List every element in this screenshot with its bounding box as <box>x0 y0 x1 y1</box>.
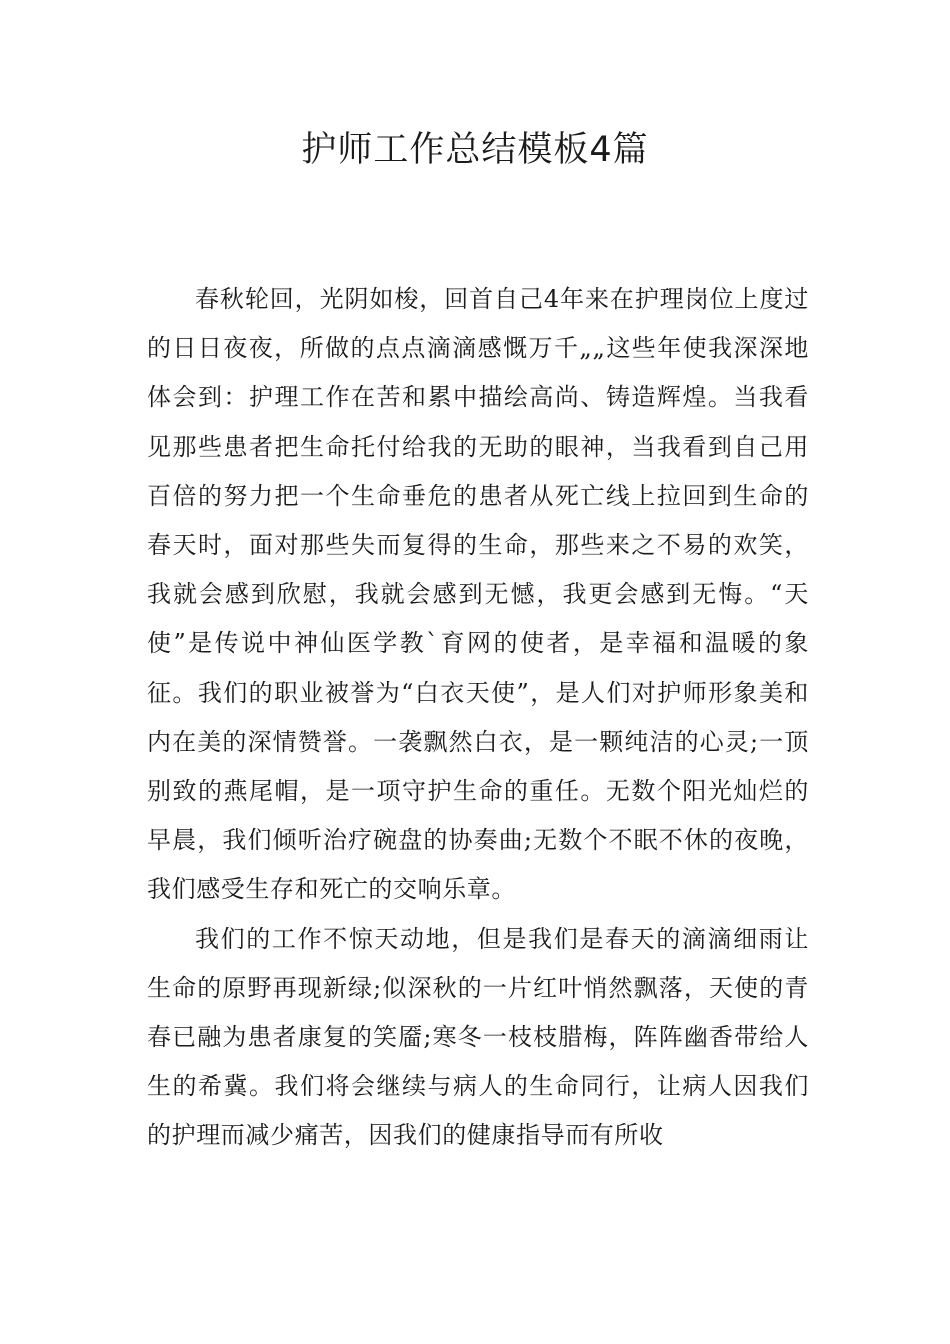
document-title: 护师工作总结模板4篇 <box>301 130 649 170</box>
document-body <box>147 275 809 1161</box>
paragraph-1: 春秋轮回，光阴如梭，回首自己4年来在护理岗位上度过的日日夜夜，所做的点点滴滴感慨万千„„这些年使我深深地体会到：护理工作在苦和累中描绘高尚、铸造辉煌。当我看见那些患者把生命托付给我的无助的眼神，当我看到自己用百倍的努力把一个生命垂危的患者从死亡线上拉回到生命的春天时，面对那些失而复得的生命，那些来之不易的欢笑，我就会感到欣慰，我就会感到无憾，我更会感到无悔。“天使”是传说中神仙医学教`育网的使者，是幸福和温暖的象征。我们的职业被誉为“白衣天使”，是人们对护师形象美和内在美的深情赞誉。一袭飘然白衣，是一颗纯洁的心灵;一顶别致的燕尾帽，是一项守护生命的重任。无数个阳光灿烂的早晨，我们倾听治疗碗盘的协奏曲;无数个不眠不休的夜晚，我们感受生存和死亡的交响乐章。 <box>147 285 809 904</box>
paragraph-2: 我们的工作不惊天动地，但是我们是春天的滴滴细雨让生命的原野再现新绿;似深秋的一片红叶悄然飘落，天使的青春已融为患者康复的笑靥;寒冬一枝枝腊梅，阵阵幽香带给人生的希冀。我们将会继续与病人的生命同行，让病人因我们的护理而减少痛苦，因我们的健康指导而有所收 <box>147 924 809 1150</box>
